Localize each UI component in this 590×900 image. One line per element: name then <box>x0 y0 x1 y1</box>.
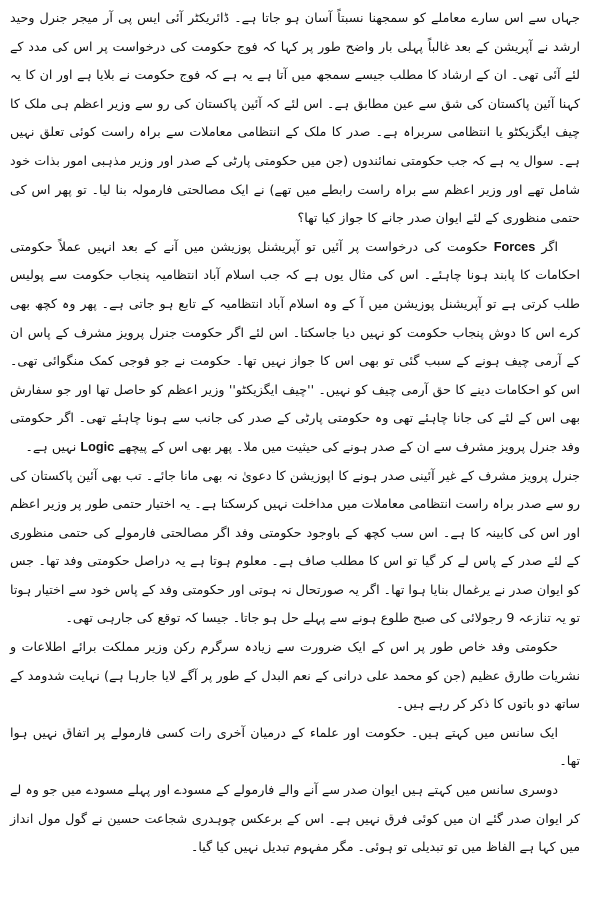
paragraph-text: جہاں سے اس سارے معاملے کو سمجھنا نسبتاً آسان ہو جاتا ہے۔ ڈائریکٹر آئی ایس پی آر میجر جنرل وحید ارشد نے آپریشن کے بعد غالباً پہلی بار واضح طور پر کہا کہ فوج حکومت کی درخواست پر اس کی مدد کے لئے آئی تھی۔ ان کے ارشاد کا مطلب جیسے سمجھ میں آتا ہے یہ ہے کہ فوج حکومت نے بلایا ہے اور ان کا یہ کہنا آئین پاکستان کی شق سے عین مطابق ہے۔ اس لئے کہ آئین پاکستان کی رو سے وزیر اعظم ہی ملک کا چیف ایگزیکٹو یا انتظامی سربراہ ہے۔ صدر کا ملک کے انتظامی معاملات سے براہ راست کوئی تعلق نہیں ہے۔ سوال یہ ہے کہ جب حکومتی نمائندوں (جن میں حکومتی پارٹی کے صدر اور وزیر مذہبی امور بذات خود شامل تھے اور وزیر اعظم سے براہ راست رابطے میں تھے) نے ایک مصالحتی فارمولہ بنا لیا۔ تو پھر اس کی حتمی منظوری کے لئے ایوان صدر جانے کا جواز کیا تھا؟ <box>10 10 580 226</box>
paragraph-presidency-mediation <box>10 4 580 233</box>
paragraph-forces-request <box>10 233 580 462</box>
paragraph-government-delegation <box>10 633 580 719</box>
paragraph-text: اگر <box>535 238 558 254</box>
paragraph-text: ایک سانس میں کہتے ہیں۔ حکومت اور علماء کے درمیان آخری رات کسی فارمولے پر اتفاق نہیں ہوا تھا۔ <box>10 724 580 769</box>
paragraph-first-claim <box>10 719 580 776</box>
paragraph-second-claim <box>10 776 580 862</box>
latin-word-logic: Logic <box>80 439 115 454</box>
latin-word-forces: Forces <box>493 239 536 254</box>
paragraph-text: حکومت کی درخواست پر آئیں تو آپریشنل پوزیشن میں آنے کے بعد انہیں عملاً حکومتی احکامات کا پابند ہونا چاہئے۔ اس کی مثال یوں ہے کہ جب اسلام آباد انتظامیہ پنجاب حکومت سے پولیس طلب کرتی ہے تو آپریشنل پوزیشن میں آ کے وہ اسلام آباد انتظامیہ کے تابع ہو جاتی ہے۔ پھر وہ کچھ بھی کرے اس کا دوش پنجاب حکومت کو نہیں دیا جاسکتا۔ اس لئے اگر حکومت جنرل پرویز مشرف کے پاس ان کے آرمی چیف ہونے کے سبب گئی تو بھی اس کا جواز نہیں تھا۔ حکومت نے جو فوجی کمک منگوائی تھی۔ اس کو احکامات دینے کا حق آرمی چیف کو نہیں۔ ''چیف ایگزیکٹو'' وزیر اعظم کو حاصل تھا اور جو سفارش بھی اس کے لئے کی جانا چاہئے تھی وہ حکومتی پارٹی کے صدر کی جانب سے ہونا چاہئے تھی۔ اگر حکومتی وفد جنرل پرویز مشرف سے ان کے صدر ہونے کی حیثیت میں ملا۔ پھر بھی اس کے پیچھے <box>10 238 580 454</box>
paragraph-text: جنرل پرویز مشرف کے غیر آئینی صدر ہونے کا اپوزیشن کا دعویٰ نہ بھی مانا جائے۔ تب بھی آئین پاکستان کی رو سے صدر براہ راست انتظامی معاملات میں مداخلت نہیں کرسکتا ہے۔ یہ اختیار حتمی طور پر وزیر اعظم اور اس کی کابینہ کا ہے۔ اس سب کچھ کے باوجود حکومتی وفد اگر مصالحتی فارمولے کی حتمی منظوری کے لئے صدر کے پاس لے کر گیا تو اس کا مطلب صاف ہے۔ معلوم ہوتا ہے یہ دراصل حکومتی وفد تھا۔ جس کو ایوان صدر نے یرغمال بنایا ہوا تھا۔ اگر یہ صورتحال نہ ہوتی اور حکومتی وفد کے پاس خود سے اختیار ہوتا تو یہ تنازعہ 9 رجولائی کی صبح طلوع ہونے سے پہلے حل ہو جاتا۔ جیسا کہ توقع کی جارہی تھی۔ <box>10 467 580 626</box>
paragraph-text: حکومتی وفد خاص طور پر اس کے ایک ضرورت سے زیادہ سرگرم رکن وزیر مملکت برائے اطلاعات و نشریات طارق عظیم (جن کو محمد علی درانی کے نعم البدل کے طور پر آگے لایا جارہا ہے) نہایت شدومد کے ساتھ دو باتوں کا ذکر کر رہے ہیں۔ <box>10 639 580 712</box>
paragraph-text: نہیں ہے۔ <box>25 438 81 454</box>
paragraph-constitutional-role <box>10 462 580 634</box>
paragraph-text: دوسری سانس میں کہتے ہیں ایوان صدر سے آنے والے فارمولے کے مسودے اور پہلے مسودے میں جو وہ لے کر ایوان صدر گئے ان میں کوئی فرق نہیں ہے۔ اس کے برعکس چوہدری شجاعت حسین نے گول مول انداز میں کہا ہے الفاظ میں تو تبدیلی تو ہوئی۔ مگر مفہوم تبدیل نہیں کیا گیا۔ <box>10 782 580 855</box>
